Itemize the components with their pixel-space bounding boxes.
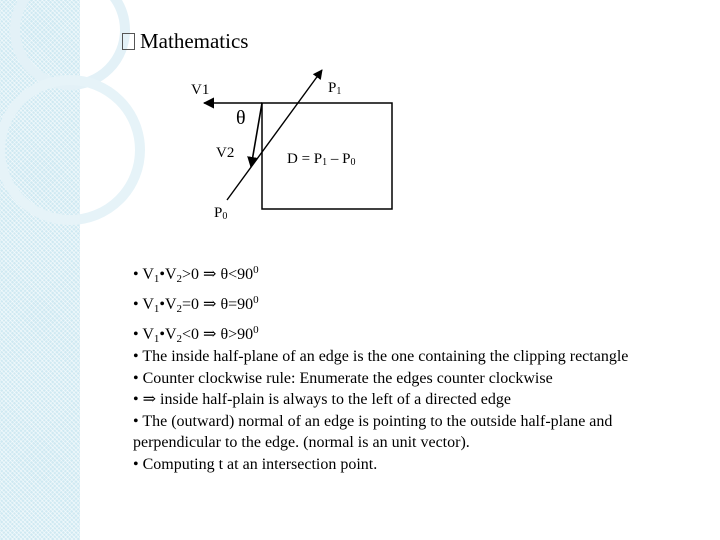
bullet-line: perpendicular to the edge. (normal is an unit vector). xyxy=(133,434,470,451)
missing-glyph-icon xyxy=(122,33,135,50)
label-v1: V1 xyxy=(191,82,210,98)
vector-diagram xyxy=(180,60,410,230)
bullet-line: • Computing t at an intersection point. xyxy=(133,455,378,473)
label-p1: P1 xyxy=(328,80,342,97)
formula-line: • $V_1•V_2>0$ ⇒ $\theta<90^0$ xyxy=(133,264,259,285)
formula-line: • $V_1•V_2<0$ ⇒ $\theta>90^0$ xyxy=(133,324,259,345)
dot-product-rules xyxy=(133,260,259,350)
v2-arrow xyxy=(251,103,262,167)
bullet-line: • The (outward) normal of an edge is pointing to the outside half-plane and xyxy=(133,412,613,430)
explanation-bullets xyxy=(133,346,703,475)
bullet-line: • Counter clockwise rule: Enumerate the edges counter clockwise xyxy=(133,369,553,387)
slide-title-text: Mathematics xyxy=(140,29,249,53)
d-arrow xyxy=(227,70,322,200)
label-p0: P0 xyxy=(214,205,228,222)
label-theta: θ xyxy=(236,107,246,129)
label-v2: V2 xyxy=(216,145,235,161)
decorative-sidebar xyxy=(0,0,80,540)
bullet-line: • The inside half-plane of an edge is the one containing the clipping rectangle xyxy=(133,348,629,365)
slide-title xyxy=(122,29,248,54)
bullet-line: • ⇒ inside half-plain is always to the left of a directed edge xyxy=(133,391,511,408)
formula-line: • $V_1•V_2=0$ ⇒ $\theta=90^0$ xyxy=(133,294,259,315)
label-d-equation: D = P1 – P0 xyxy=(287,151,356,168)
